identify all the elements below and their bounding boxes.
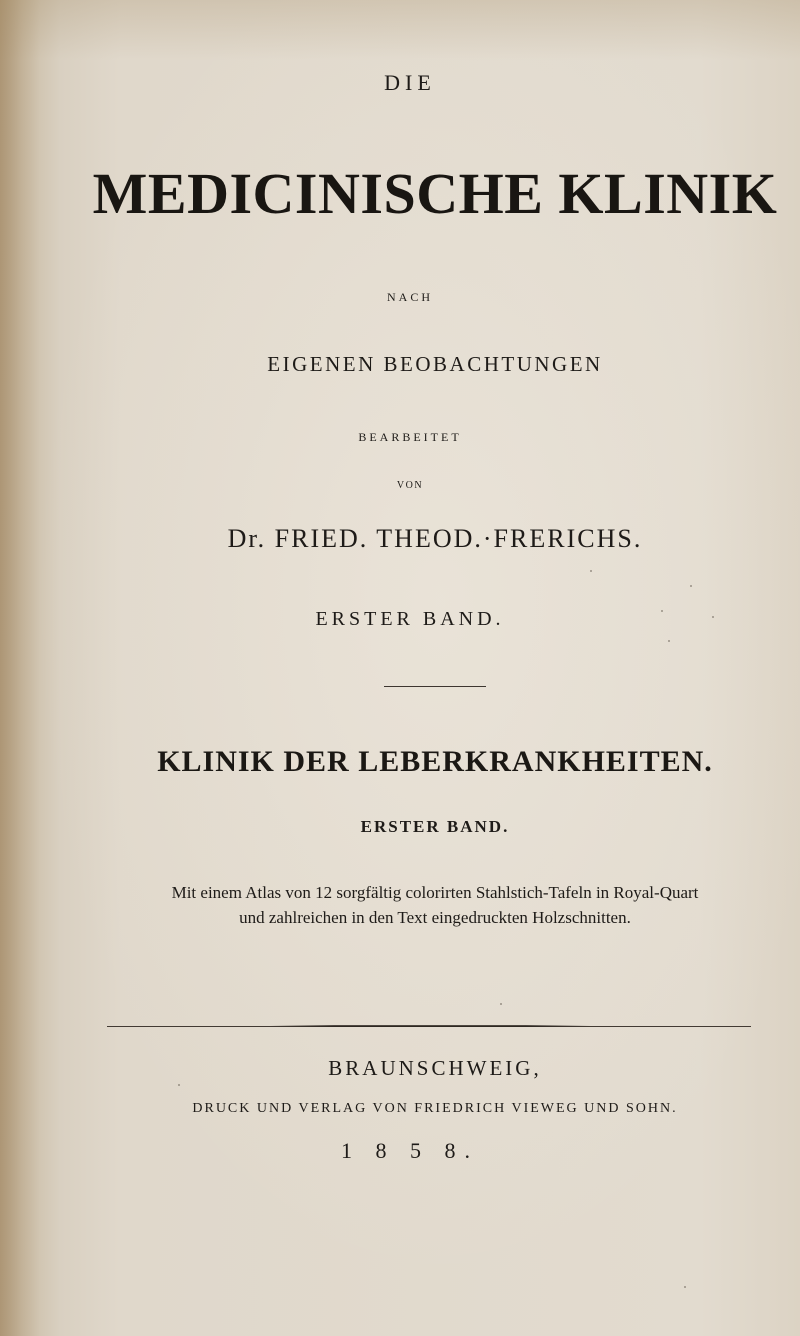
author-name: Dr. FRIED. THEOD.·FRERICHS. (227, 524, 643, 553)
paper-speck (684, 1286, 686, 1288)
subtitle: EIGENEN BEOBACHTUNGEN (267, 352, 603, 376)
short-divider (384, 686, 486, 687)
von-text: VON (396, 480, 424, 491)
long-divider-emphasis (270, 1025, 590, 1027)
title-article: DIE (384, 70, 436, 95)
publisher-line: DRUCK UND VERLAG VON FRIEDRICH VIEWEG UND SOHN. (192, 1101, 678, 1116)
paper-speck (668, 640, 670, 642)
work-volume-label: ERSTER BAND. (360, 817, 510, 836)
paper-speck (690, 585, 692, 587)
work-title: KLINIK DER LEBERKRANKHEITEN. (157, 745, 713, 778)
publication-year: 1 8 5 8. (341, 1138, 479, 1163)
atlas-note-line-1: Mit einem Atlas von 12 sorgfältig colorirten Stahlstich-Tafeln in Royal-Quart (171, 883, 699, 902)
volume-label: ERSTER BAND. (315, 608, 505, 630)
paper-speck (590, 570, 592, 572)
paper-speck (661, 610, 663, 612)
atlas-note-line-2: und zahlreichen in den Text eingedruckten Holzschnitten. (239, 908, 631, 927)
paper-speck (712, 616, 714, 618)
bearbeitet-text: BEARBEITET (358, 430, 462, 444)
publication-city: BRAUNSCHWEIG, (328, 1056, 542, 1080)
page-top-shadow (0, 0, 800, 60)
paper-speck (500, 1003, 502, 1005)
nach-text: NACH (386, 290, 433, 304)
main-title: MEDICINISCHE KLINIK (92, 161, 778, 226)
paper-speck (178, 1084, 180, 1086)
